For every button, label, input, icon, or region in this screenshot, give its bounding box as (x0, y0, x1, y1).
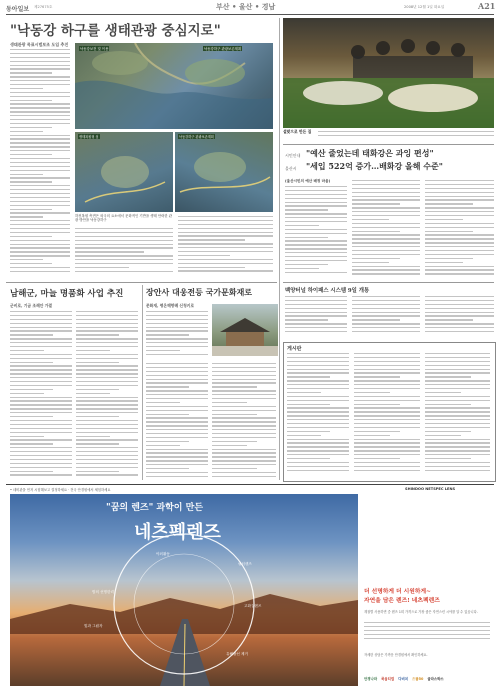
bottom-divider (142, 285, 143, 480)
main-body-col3 (178, 216, 273, 276)
ad-circle-label-6: 유해광선 제거 (226, 652, 248, 656)
right-photo-caption (318, 131, 494, 141)
right-rule-1 (283, 144, 494, 145)
temple-body-2 (146, 363, 208, 479)
partner-logo-5: 글라스박스 (427, 676, 444, 681)
right-story3-body-1 (285, 296, 347, 338)
ad-side-small: 계절별 사용하면 중 렌즈 1회 가격으로 가장 좋은 자연스런 시야를 알 수 있습니다. (364, 610, 478, 614)
right-photo-caption-title: 설맞으로 만든 집 (283, 129, 312, 134)
ad-landscape (10, 494, 358, 686)
ad-side-body (364, 622, 490, 644)
main-body-col2 (75, 228, 173, 276)
ad-circle-label-8: 고화질렌즈 (244, 604, 262, 608)
ad-banner-strip: • 네비관을 먼저 시험해보고 결정하세요 · 전국 안경원에서 체험하세요 (10, 488, 111, 492)
right-body-2 (352, 180, 420, 278)
partner-logo-4: 으뜸50 (412, 676, 424, 681)
right-prefix-2: 울산시 (285, 166, 297, 171)
satellite-map-right (175, 132, 273, 212)
masthead-rule (6, 14, 494, 15)
main-headline: "낙동강 하구를 생태관광 중심지로" (10, 23, 221, 39)
garlic-body-1 (10, 311, 72, 479)
garlic-headline: 남해군, 마늘 명품화 사업 추진 (10, 289, 124, 299)
right-body-3 (425, 180, 494, 278)
column-divider (279, 18, 280, 480)
ad-top-rule (6, 484, 494, 485)
temple-headline: 장안사 대웅전등 국가문화재로 (146, 287, 253, 297)
right-story3-body-2 (352, 296, 420, 338)
issue-number: 제27675호 (34, 5, 53, 9)
ad-circle-label-3: 필터렌즈 (238, 562, 252, 566)
satellite-map-main (75, 43, 273, 129)
temple-sub: 문화재, 평온해향례 신청키로 (146, 303, 195, 308)
notice-title: 게시판 (287, 346, 302, 352)
notice-body-2 (354, 353, 420, 475)
right-headline-2: "세입 522억 증가…배화강 올해 수준" (306, 161, 443, 171)
page-number: A21 (478, 1, 496, 11)
left-rule-bottom (6, 282, 277, 283)
right-top-photo (283, 18, 494, 128)
ad-partner-logos (364, 671, 494, 685)
partner-logo-1: 안경나라 (364, 676, 378, 681)
map-label-4: 낙동강하구 관광보존계획 (179, 135, 214, 139)
temple-body-3 (212, 363, 276, 479)
map-label-3: 생태복원형 섬 (79, 135, 99, 139)
garlic-body-2 (76, 311, 138, 479)
right-body-1 (285, 186, 347, 278)
main-body-col1 (10, 49, 70, 274)
satellite-map-left (75, 132, 173, 212)
temple-body-1 (146, 311, 208, 359)
right-story3-title: 백양터널 하이패스 시스템 9일 개통 (285, 288, 370, 294)
ad-side-title: 더 선명하게 더 시원하게~ (364, 589, 431, 595)
notice-body-1 (287, 353, 349, 475)
right-subsection: (울산시민의 예산 배정 마음) (285, 179, 331, 183)
main-subhead: 생태관광 목표시범보조 도입 추진 (10, 42, 69, 47)
ad-brand-tag: SHINDOO NETSPEC LENS (405, 487, 456, 491)
map-caption: 하천복원 측면은 외국의 요소에서 문화적인 기반을 생태 안락한 관광 방안을 낙동강하구 (75, 214, 173, 223)
ad-side-title2: 자연을 담은 렌즈! 네츠펙렌즈 (364, 598, 440, 604)
ad-circle-label-4: 밤의 선명한력 (92, 590, 114, 594)
date: 2008년 12월 1일 화요일 (404, 5, 445, 9)
map-label-1: 낙동강보전 및 이용 (80, 47, 109, 51)
notice-body-3 (425, 353, 490, 475)
map-label-2: 낙동강하구 관광보존계획 (204, 47, 242, 51)
ad-side-contact: 자세한 상담은 가까운 안경원에서 확인하세요. (364, 653, 428, 657)
ad-small-quote: "꿈의 렌즈" 과학이 만든 (106, 503, 204, 513)
ad-circle-label-1: 야외활동 (156, 552, 170, 556)
paper-logo: 동아일보 (6, 6, 30, 13)
ad-big-title: 네츠펙렌즈 (134, 522, 221, 543)
right-story3-body-3 (425, 296, 494, 338)
ad-circle-label-5: 빛과 그림자 (84, 624, 103, 628)
temple-photo (212, 304, 278, 356)
right-headline-1: "예산 줄었는데 태화강은 과잉 편성" (306, 148, 434, 158)
right-rule-2 (283, 282, 494, 283)
section-title: 부산 • 울산 • 경남 (216, 2, 276, 11)
reporter-tag: 시민안내 (285, 153, 301, 158)
garlic-sub: 군비로, 기금 조례안 가결 (10, 303, 53, 308)
partner-logo-3: 다비치 (398, 676, 409, 681)
partner-logo-2: 룩옵티컬 (381, 676, 395, 681)
